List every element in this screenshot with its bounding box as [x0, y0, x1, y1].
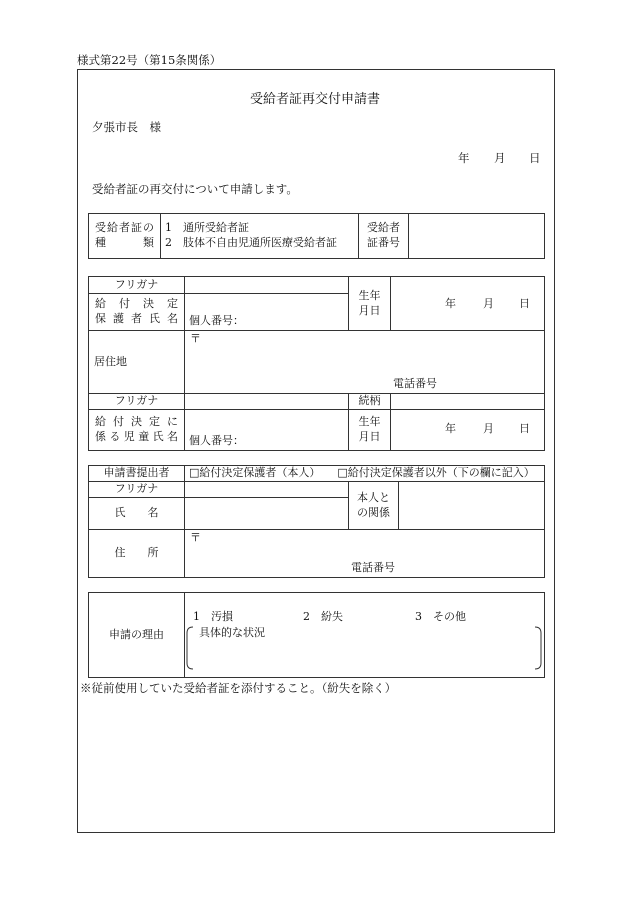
guardian-birth-field[interactable] — [391, 277, 545, 331]
applicant-postal-mark: 〒 — [190, 531, 201, 544]
certificate-type-label — [89, 214, 161, 259]
submitter-check-other[interactable]: □給付決定保護者以外（下の欄に記入） — [337, 466, 535, 480]
certificate-number-label-2: 証番号 — [367, 236, 400, 249]
applicant-address-label: 住 所 — [89, 530, 185, 578]
reason-bracket-icon — [185, 625, 543, 671]
reason-option-other[interactable]: 3 その他 — [415, 610, 466, 623]
applicant-relation-label — [349, 482, 399, 530]
certificate-type-label-2: 種 類 — [95, 236, 154, 249]
applicant-name-field[interactable] — [185, 498, 349, 530]
date-year: 年 — [458, 151, 470, 165]
form-number: 様式第22号（第15条関係） — [77, 53, 222, 67]
child-personal-number-label: 個人番号： — [189, 434, 244, 448]
child-birth-year: 年 — [445, 422, 456, 435]
relation-label: 続柄 — [349, 394, 391, 410]
reason-field[interactable] — [185, 593, 545, 678]
applicant-table — [88, 465, 545, 578]
applicant-furigana-field[interactable] — [185, 482, 349, 498]
residence-postal-mark: 〒 — [190, 332, 201, 345]
guardian-furigana-field[interactable] — [185, 277, 349, 294]
date-day: 日 — [529, 151, 541, 165]
guardian-personal-number-label: 個人番号： — [189, 314, 244, 328]
residence-field[interactable] — [185, 331, 545, 394]
relation-field[interactable] — [391, 394, 545, 410]
child-birth-label-2: 月日 — [358, 430, 381, 443]
applicant-relation-label-2: の関係 — [357, 505, 390, 519]
child-birth-label-1: 生年 — [358, 415, 381, 429]
certificate-type-options[interactable] — [161, 214, 359, 259]
certificate-table — [88, 213, 545, 259]
child-birth-month: 月 — [483, 422, 494, 435]
intro-text: 受給者証の再交付について申請します。 — [92, 182, 298, 196]
certificate-option-2[interactable]: 2 肢体不自由児通所医療受給者証 — [165, 236, 337, 249]
certificate-number-label — [359, 214, 409, 259]
applicant-phone-label: 電話番号 — [351, 561, 395, 574]
reason-table — [88, 592, 545, 678]
child-furigana-label: フリガナ — [89, 394, 185, 410]
child-birth-label — [349, 410, 391, 451]
child-name-label-2: 係る児童氏名 — [95, 430, 178, 443]
certificate-number-label-1: 受給者 — [367, 221, 400, 235]
reason-label: 申請の理由 — [89, 593, 185, 678]
submitter-check-self[interactable]: □給付決定保護者（本人） — [189, 466, 321, 480]
date-month: 月 — [494, 151, 506, 165]
submitter-options — [185, 466, 545, 482]
guardian-name-field[interactable] — [185, 294, 349, 331]
applicant-name-label: 氏 名 — [89, 498, 185, 530]
reason-detail-label: 具体的な状況 — [199, 626, 265, 639]
child-birth-day: 日 — [519, 422, 530, 435]
attachment-note: ※従前使用していた受給者証を添付すること。（紛失を除く） — [80, 681, 397, 695]
applicant-furigana-label: フリガナ — [89, 482, 185, 498]
addressee: 夕張市長 様 — [92, 120, 161, 134]
child-name-label-1: 給付決定に — [95, 415, 178, 429]
guardian-birth-day: 日 — [519, 297, 530, 310]
applicant-address-field[interactable] — [185, 530, 545, 578]
guardian-birth-label-2: 月日 — [358, 303, 381, 317]
guardian-name-label — [89, 294, 185, 331]
residence-label: 居住地 — [89, 331, 185, 394]
child-name-field[interactable] — [185, 410, 349, 451]
guardian-birth-year: 年 — [445, 297, 456, 310]
certificate-option-1[interactable]: 1 通所受給者証 — [165, 221, 249, 235]
guardian-birth-month: 月 — [483, 297, 494, 310]
applicant-relation-label-1: 本人と — [357, 490, 390, 504]
submitter-label: 申請書提出者 — [89, 466, 185, 482]
residence-phone-label: 電話番号 — [393, 377, 437, 390]
reason-option-lost[interactable]: 2 紛失 — [303, 610, 343, 623]
child-birth-field[interactable] — [391, 410, 545, 451]
guardian-furigana-label: フリガナ — [89, 277, 185, 294]
guardian-name-label-1: 給付決定 — [95, 297, 178, 311]
guardian-table — [88, 276, 545, 451]
applicant-relation-field[interactable] — [399, 482, 545, 530]
reason-option-soiled[interactable]: 1 汚損 — [193, 610, 233, 623]
certificate-type-label-1: 受給者証の — [95, 221, 154, 235]
child-furigana-field[interactable] — [185, 394, 349, 410]
certificate-number-field[interactable] — [409, 214, 545, 259]
guardian-name-label-2: 保護者氏名 — [95, 312, 178, 325]
form-title: 受給者証再交付申請書 — [249, 92, 380, 107]
guardian-birth-label — [349, 277, 391, 331]
child-name-label — [89, 410, 185, 451]
guardian-birth-label-1: 生年 — [358, 288, 381, 302]
